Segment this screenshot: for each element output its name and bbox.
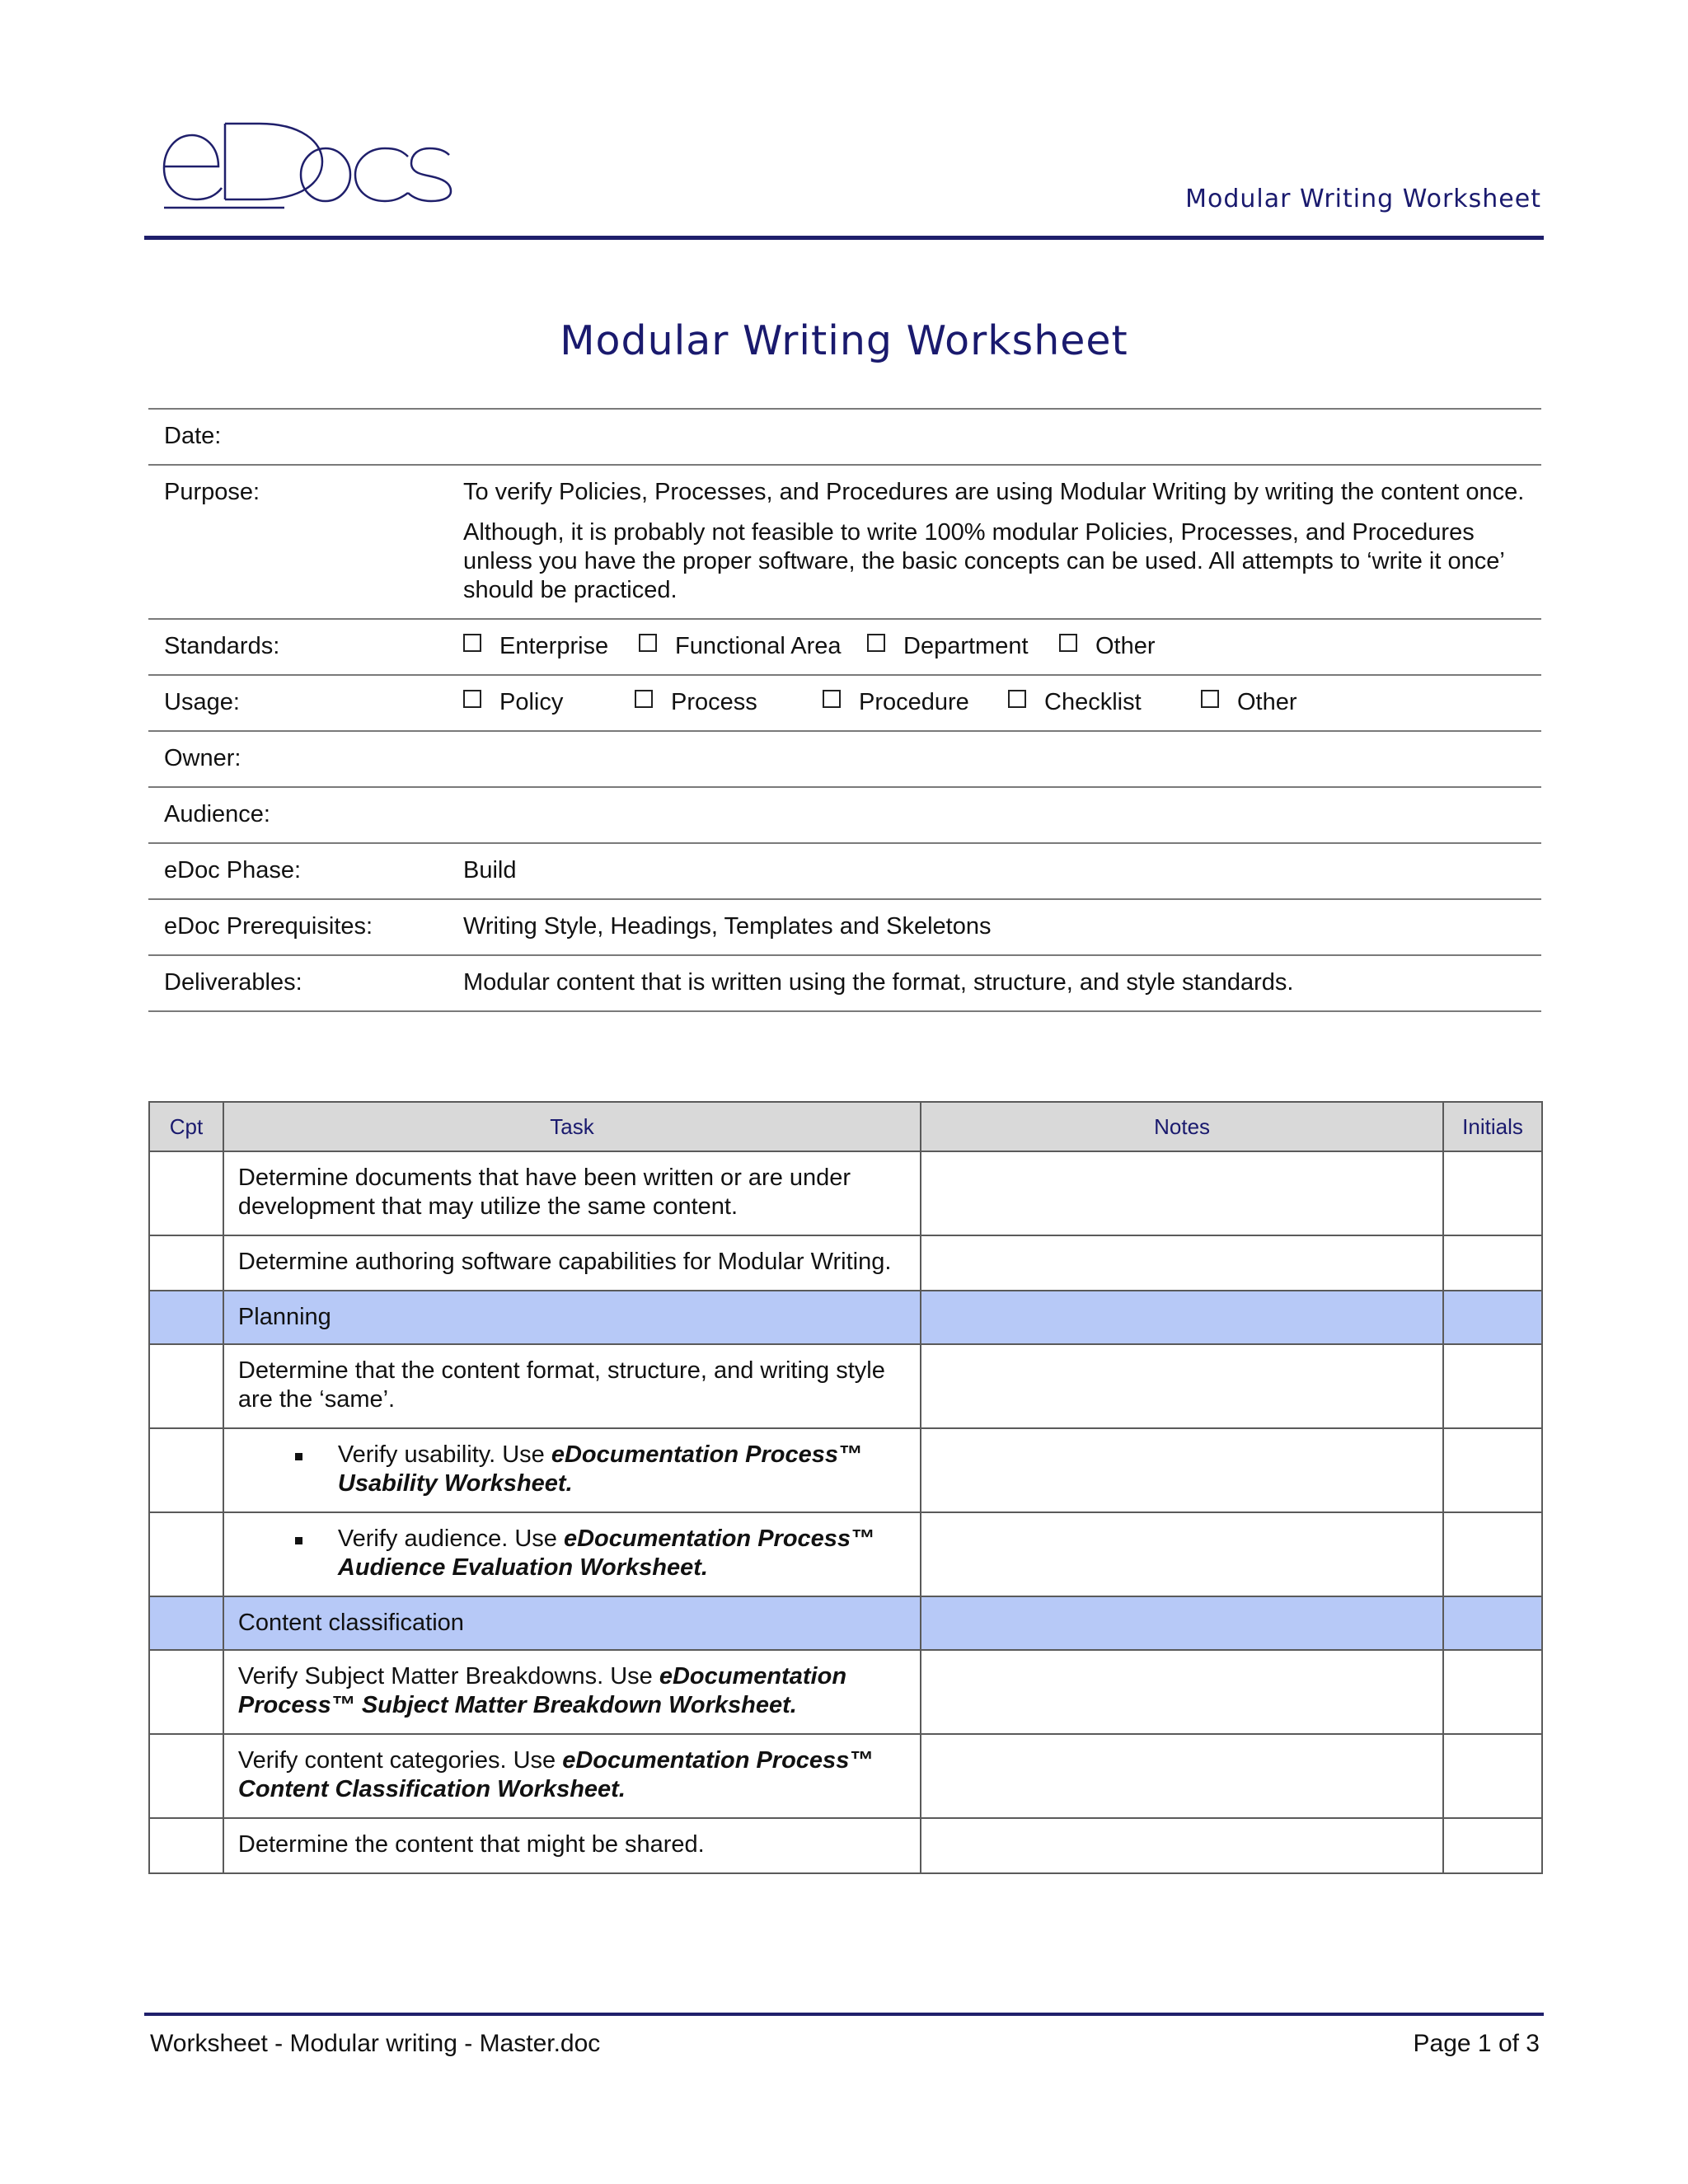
deliverables-row (148, 954, 1541, 1012)
running-header-title: Modular Writing Worksheet (1185, 185, 1541, 213)
audience-value[interactable] (463, 788, 1541, 842)
owner-label: Owner: (164, 745, 241, 771)
task-cell: Determine authoring software capabilities for Modular Writing. (223, 1235, 921, 1291)
page-title: Modular Writing Worksheet (560, 317, 1128, 364)
footer-page-number: Page 1 of 3 (1413, 2030, 1540, 2057)
checkbox-icon[interactable] (823, 690, 841, 708)
column-header-cpt: Cpt (149, 1102, 223, 1151)
table-row (149, 1818, 1542, 1873)
purpose-row (148, 464, 1541, 618)
column-header-initials: Initials (1443, 1102, 1542, 1151)
task-cell: Verify content categories. Use eDocumentation Process™ Content Classification Worksheet. (223, 1734, 921, 1818)
audience-row (148, 786, 1541, 842)
notes-cell[interactable] (921, 1650, 1443, 1734)
table-row (149, 1650, 1542, 1734)
checkbox-icon[interactable] (635, 690, 653, 708)
standards-options (463, 632, 1525, 661)
table-row (149, 1151, 1542, 1235)
task-cell: Determine documents that have been written or are under development that may utilize the same content. (223, 1151, 921, 1235)
date-row (148, 408, 1541, 464)
prereq-row (148, 898, 1541, 954)
purpose-paragraph-1: To verify Policies, Processes, and Procedures are using Modular Writing by writing the content once. (463, 479, 1525, 505)
table-row (149, 1235, 1542, 1291)
purpose-paragraph-2: Although, it is probably not feasible to write 100% modular Policies, Processes, and Procedures unless you have the proper software, the basic concepts can be used. All attempts to ‘write it once’ should be practiced. (463, 519, 1504, 603)
cpt-cell[interactable] (149, 1428, 223, 1512)
worksheet-info-table (148, 408, 1541, 1012)
task-cell: Verify Subject Matter Breakdowns. Use eDocumentation Process™ Subject Matter Breakdown Worksheet. (223, 1650, 921, 1734)
usage-option-policy[interactable]: Policy (463, 688, 563, 717)
notes-cell[interactable] (921, 1512, 1443, 1596)
cpt-cell[interactable] (149, 1650, 223, 1734)
notes-cell[interactable] (921, 1344, 1443, 1428)
cpt-cell[interactable] (149, 1235, 223, 1291)
phase-row (148, 842, 1541, 898)
task-table-header (149, 1102, 1542, 1151)
bullet-icon (295, 1537, 302, 1544)
notes-cell[interactable] (921, 1428, 1443, 1512)
standards-option-functional-area[interactable]: Functional Area (639, 632, 842, 661)
prereq-value: Writing Style, Headings, Templates and Skeletons (463, 913, 992, 940)
bullet-icon (295, 1453, 302, 1460)
notes-cell[interactable] (921, 1151, 1443, 1235)
cpt-cell[interactable] (149, 1151, 223, 1235)
task-cell: Determine that the content format, structure, and writing style are the ‘same’. (223, 1344, 921, 1428)
section-row-planning (149, 1291, 1542, 1344)
notes-cell[interactable] (921, 1734, 1443, 1818)
initials-cell[interactable] (1443, 1818, 1542, 1873)
standards-option-enterprise[interactable]: Enterprise (463, 632, 608, 661)
usage-options (463, 688, 1525, 717)
checkbox-icon[interactable] (639, 634, 657, 652)
task-cell: Determine the content that might be shared. (223, 1818, 921, 1873)
purpose-value (463, 466, 1541, 618)
initials-cell[interactable] (1443, 1512, 1542, 1596)
usage-label: Usage: (164, 689, 240, 715)
purpose-label: Purpose: (164, 479, 260, 505)
date-value[interactable] (463, 410, 1541, 464)
audience-label: Audience: (164, 801, 270, 827)
cpt-cell[interactable] (149, 1512, 223, 1596)
deliverables-label: Deliverables: (164, 969, 302, 996)
footer-divider (144, 2013, 1544, 2016)
task-cell: Verify audience. Use eDocumentation Process™ Audience Evaluation Worksheet. (223, 1512, 921, 1596)
section-title: Planning (223, 1291, 921, 1344)
usage-option-process[interactable]: Process (635, 688, 757, 717)
standards-row (148, 618, 1541, 674)
prereq-label: eDoc Prerequisites: (164, 913, 373, 940)
phase-label: eDoc Phase: (164, 857, 302, 883)
cpt-cell[interactable] (149, 1818, 223, 1873)
task-cell: Verify usability. Use eDocumentation Process™ Usability Worksheet. (223, 1428, 921, 1512)
column-header-notes: Notes (921, 1102, 1443, 1151)
initials-cell[interactable] (1443, 1235, 1542, 1291)
usage-option-procedure[interactable]: Procedure (823, 688, 969, 717)
cpt-cell[interactable] (149, 1344, 223, 1428)
owner-value[interactable] (463, 732, 1541, 786)
deliverables-value: Modular content that is written using the format, structure, and style standards. (463, 969, 1294, 996)
initials-cell[interactable] (1443, 1650, 1542, 1734)
notes-cell[interactable] (921, 1235, 1443, 1291)
checkbox-icon[interactable] (867, 634, 885, 652)
usage-option-checklist[interactable]: Checklist (1008, 688, 1142, 717)
table-row (149, 1428, 1542, 1512)
section-row-content-classification (149, 1596, 1542, 1650)
table-row (149, 1512, 1542, 1596)
task-table (148, 1101, 1543, 1874)
table-row (149, 1734, 1542, 1818)
usage-row (148, 674, 1541, 730)
section-title: Content classification (223, 1596, 921, 1650)
header-divider (144, 236, 1544, 240)
column-header-task: Task (223, 1102, 921, 1151)
checkbox-icon[interactable] (463, 634, 481, 652)
checkbox-icon[interactable] (1008, 690, 1026, 708)
footer-filename: Worksheet - Modular writing - Master.doc (150, 2030, 601, 2057)
initials-cell[interactable] (1443, 1428, 1542, 1512)
initials-cell[interactable] (1443, 1151, 1542, 1235)
standards-label: Standards: (164, 633, 280, 659)
usage-option-other[interactable]: Other (1201, 688, 1297, 717)
edocs-logo (161, 115, 457, 211)
checkbox-icon[interactable] (1059, 634, 1077, 652)
standards-option-other[interactable]: Other (1059, 632, 1156, 661)
standards-option-department[interactable]: Department (867, 632, 1029, 661)
initials-cell[interactable] (1443, 1734, 1542, 1818)
date-label: Date: (164, 423, 222, 449)
checkbox-icon[interactable] (1201, 690, 1219, 708)
notes-cell[interactable] (921, 1818, 1443, 1873)
phase-value: Build (463, 857, 517, 883)
checkbox-icon[interactable] (463, 690, 481, 708)
table-row (149, 1344, 1542, 1428)
cpt-cell[interactable] (149, 1734, 223, 1818)
initials-cell[interactable] (1443, 1344, 1542, 1428)
owner-row (148, 730, 1541, 786)
